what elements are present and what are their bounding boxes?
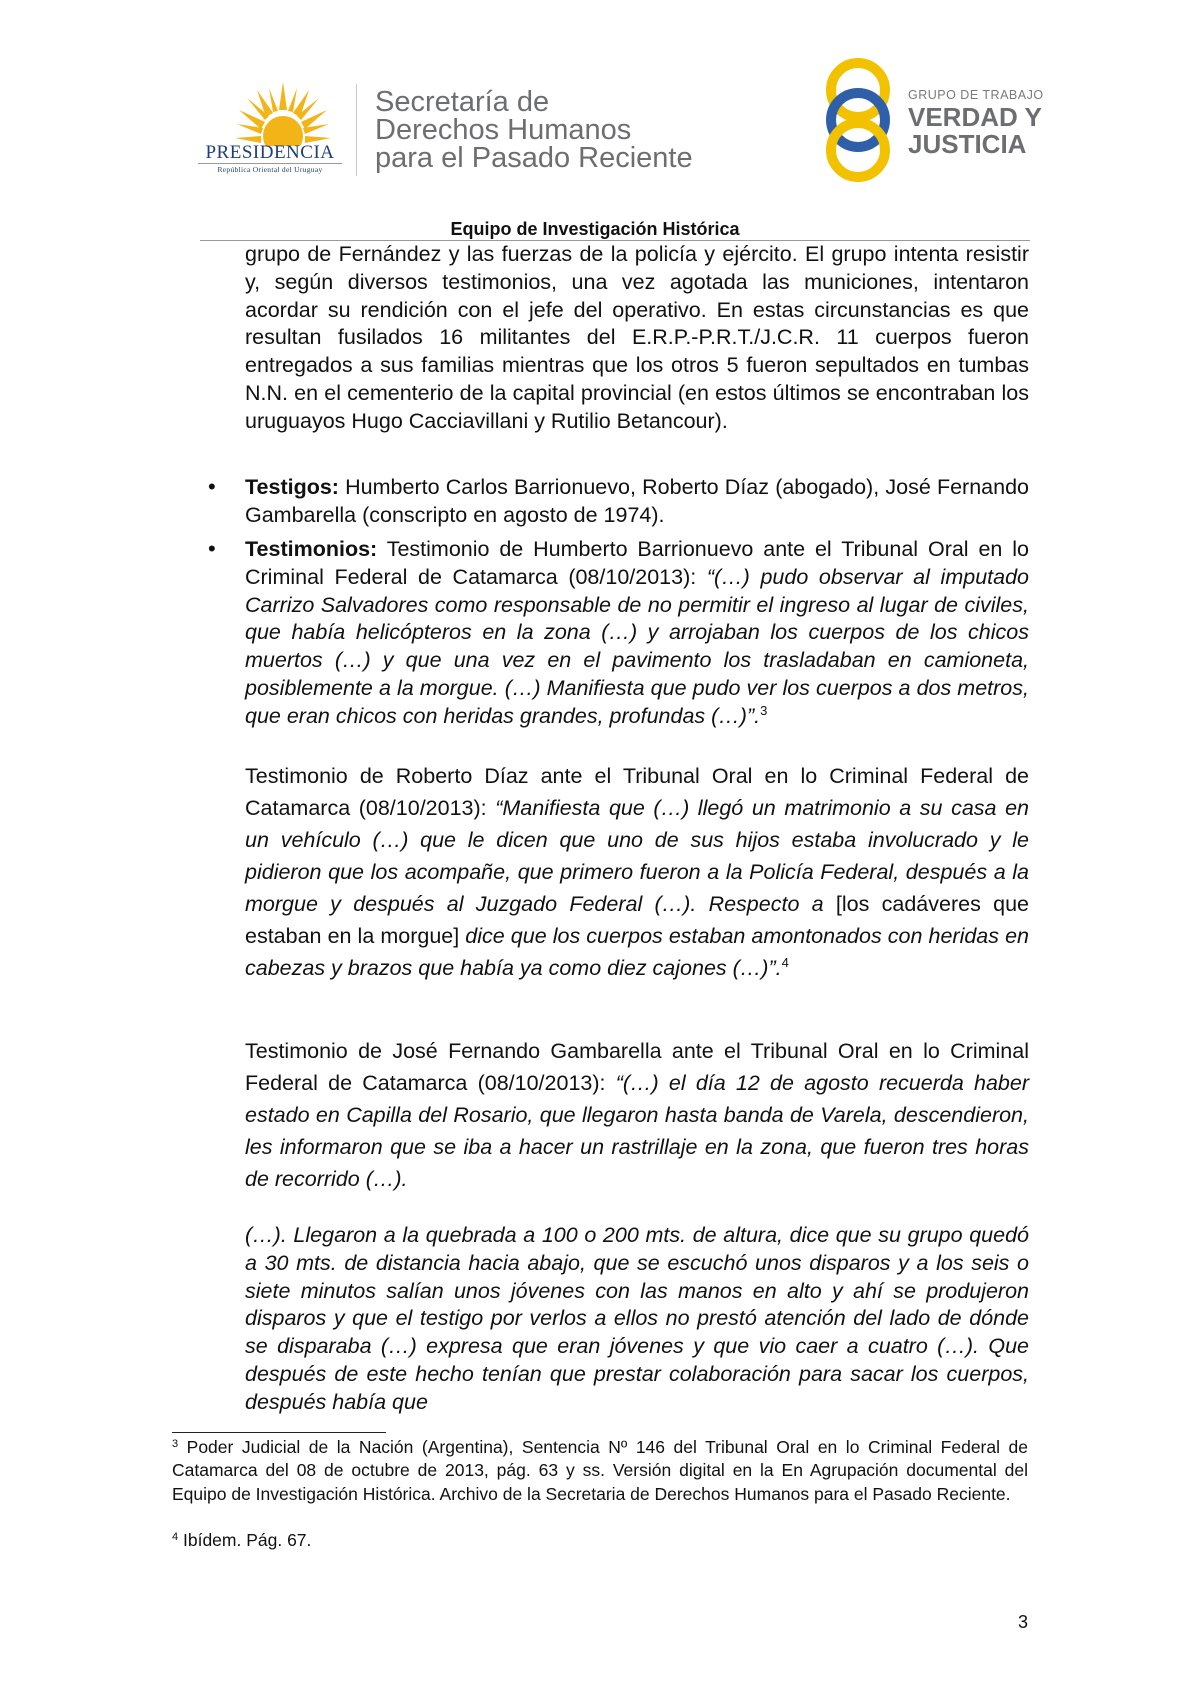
footnote-number: 4 [172,1531,179,1543]
divider [198,163,342,164]
gambarella-quote: “(…) el día 12 de agosto recuerda haber estado en Capilla del Rosario, que llegaron hasta banda de Varela, descendieron, les informaron que se iba a hacer un rastrillaje en la zona, que fueron tres horas de recorrido (…). [245,1071,1029,1191]
secretaria-line-1: Secretaría de [375,86,550,118]
diaz-testimony [245,760,1029,984]
footnote-ref: 3 [760,702,768,718]
diaz-quote-1: “Manifiesta que (…) llegó un matrimonio a su casa en un vehículo (…) que le dicen que uno de sus hijos estaba involucrado y le pidieron que los acompañe, que primero fueron a la Policía Federal, después a la morgue y después al Juzgado Federal (…). Respecto a [245,796,1029,916]
secretaria-line-3: para el Pasado Reciente [375,142,693,174]
grupo-trabajo-label: GRUPO DE TRABAJO [908,88,1044,102]
last-quote: (…). Llegaron a la quebrada a 100 o 200 mts. de altura, dice que su grupo quedó a 30 mts. de distancia hacia abajo, que se escuchó unos disparos y a los seis o siete minutos salían unos jóvenes con las manos en alto y ahí se produjeron disparos y que el testigo por verlos a ellos no prestó atención del lado de dónde se disparaba (…) expresa que eran jóvenes y que vio caer a cuatro (…). Que después de este hecho tenían que prestar colaboración para sacar los cuerpos, después había que [245,1223,1029,1414]
header-divider [356,84,357,176]
verdad-justicia-title [908,104,1042,158]
gambarella-intro: Testimonio de José Fernando Gambarella ante el Tribunal Oral en lo Criminal Federal de Catamarca (08/10/2013): [245,1039,1029,1095]
testimonios-item [245,536,1029,731]
gambarella-quote-continued [245,1222,1029,1417]
gambarella-testimony [245,1035,1029,1195]
barrionuevo-quote: “(…) pudo observar al imputado Carrizo Salvadores como responsable de no permitir el ingreso al lugar de civiles, que había helicópteros en la zona (…) y arrojaban los cuerpos de los chicos muertos (…) y que una vez en el pavimento los trasladaban en camioneta, posiblemente a la morgue. (…) Manifiesta que pudo ver los cuerpos a dos metros, que eran chicos con heridas grandes, profundas (…)”. [245,564,1029,728]
presidencia-subtitle: República Oriental del Uruguay [217,165,323,174]
footnote-4 [172,1529,1028,1552]
footnote-number: 3 [172,1438,179,1450]
footnote-text: Poder Judicial de la Nación (Argentina), Sentencia Nº 146 del Tribunal Oral en lo Criminal Federal de Catamarca del 08 de octubre de 2013, pág. 63 y ss. Versión digital en la En Agrupación documental del Equipo de Investigación Histórica. Archivo de la Secretaria de Derechos Humanos para el Pasado Reciente. [172,1437,1028,1504]
footnote-ref: 4 [781,955,789,970]
diaz-quote-2: dice que los cuerpos estaban amontonados con heridas en cabezas y brazos que había ya como diez cajones (…)”. [245,924,1029,980]
testimonios-text: Testimonio de Humberto Barrionuevo ante el Tribunal Oral en lo Criminal Federal de Catamarca (08/10/2013): [245,537,1029,589]
paragraph-continuation: grupo de Fernández y las fuerzas de la policía y ejército. El grupo intenta resistir y, según diversos testimonios, una vez agotada las municiones, intentaron acordar su rendición con el jefe del operativo. En estas circunstancias es que resultan fusilados 16 militantes del E.R.P.-P.R.T./J.C.R. 11 cuerpos fueron entregados a sus familias mientras que los otros 5 fueron sepultados en tumbas N.N. en el cementerio de la capital provincial (en estos últimos se encontraban los uruguayos Hugo Cacciavillani y Rutilio Betancour). [245,242,1029,433]
testigos-item [245,474,1029,530]
presidencia-wordmark: PRESIDENCIA [205,142,335,163]
testigos-label: Testigos: [245,475,339,499]
footnote-3 [172,1436,1028,1506]
diaz-intro: Testimonio de Roberto Díaz ante el Tribunal Oral en lo Criminal Federal de Catamarca (08/10/2013): [245,764,1029,820]
secretaria-line-2: Derechos Humanos [375,114,632,146]
testigos-text: Humberto Carlos Barrionuevo, Roberto Díaz (abogado), José Fernando Gambarella (conscripto en agosto de 1974). [245,475,1029,527]
bullet-icon: • [208,536,216,561]
justicia-line: JUSTICIA [908,129,1027,159]
running-header: Equipo de Investigación Histórica [450,219,740,239]
footnote-separator [172,1432,386,1433]
verdad-line: VERDAD Y [908,102,1042,132]
diaz-bracket: [los cadáveres que estaban en la morgue] [245,892,1029,948]
footnote-text: Ibídem. Pág. 67. [178,1530,312,1550]
secretaria-title [375,88,693,172]
testimonios-label: Testimonios: [245,537,378,561]
page-number: 3 [1018,1612,1029,1632]
bullet-icon: • [208,474,216,499]
verdad-justicia-rings-icon [820,58,896,182]
